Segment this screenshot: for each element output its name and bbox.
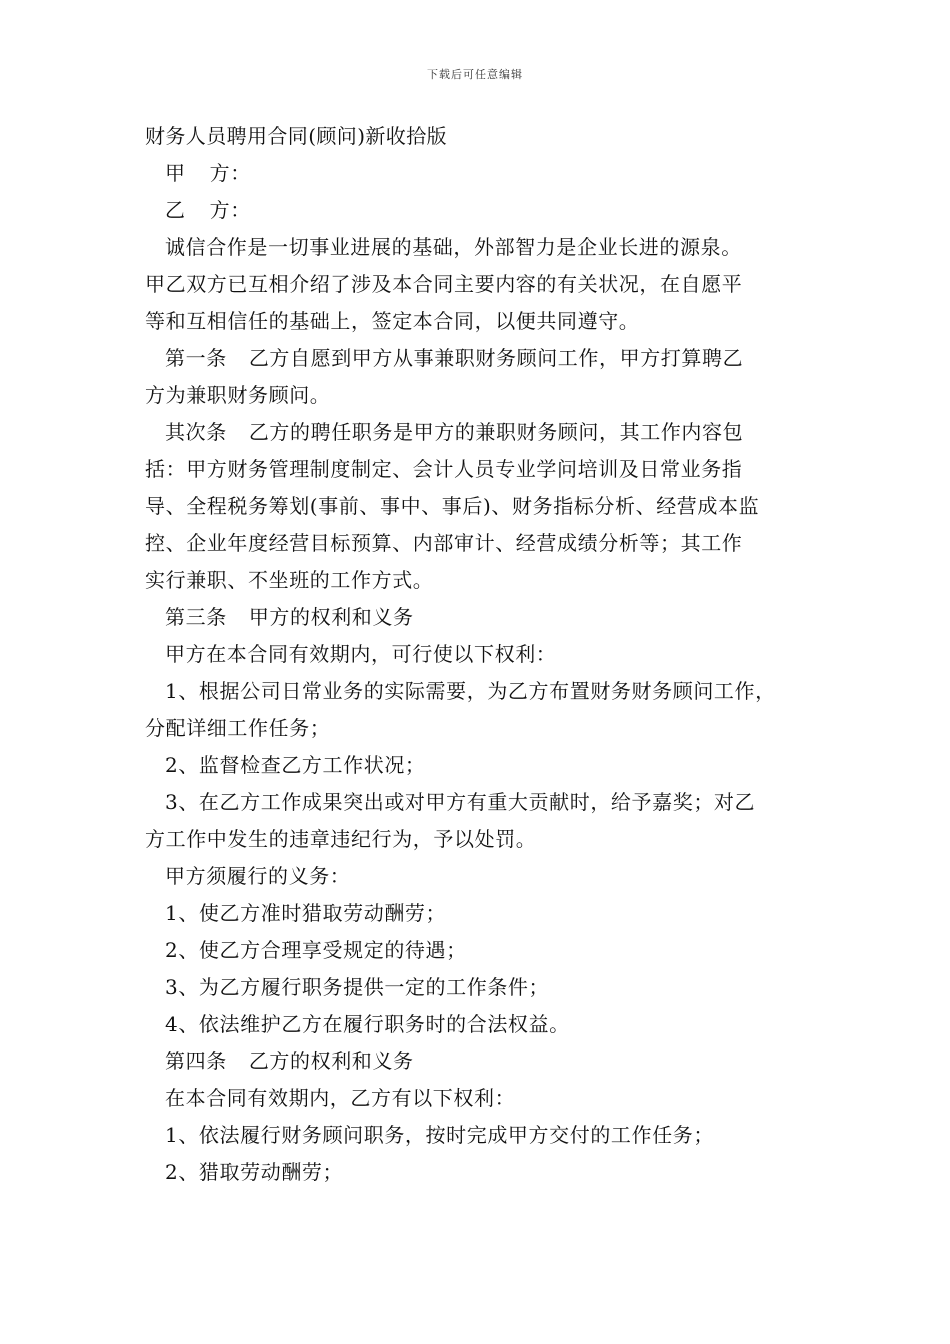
paragraph-line: 在本合同有效期内，乙方有以下权利： (165, 1086, 516, 1110)
list-item: 2、监督检查乙方工作状况； (165, 753, 426, 777)
list-item: 1、依法履行财务顾问职务，按时完成甲方交付的工作任务； (165, 1123, 714, 1147)
party-b-line (145, 192, 825, 229)
list-item: 3、在乙方工作成果突出或对甲方有重大贡献时，给予嘉奖；对乙 (165, 790, 756, 814)
article-4-number: 第四条 (165, 1049, 227, 1073)
page-header-note: 下载后可任意编辑 (427, 68, 523, 81)
paragraph-line: 甲乙双方已互相介绍了涉及本合同主要内容的有关状况，在自愿平 (145, 272, 743, 296)
paragraph-line: 方工作中发生的违章违纪行为，予以处罚。 (145, 827, 537, 851)
list-item: 4、依法维护乙方在履行职务时的合法权益。 (165, 1012, 570, 1036)
paragraph-line: 诚信合作是一切事业进展的基础，外部智力是企业长进的源泉。 (165, 235, 742, 259)
party-b-colon: 方： (209, 198, 251, 222)
paragraph-line: 导、全程税务筹划(事前、事中、事后)、财务指标分析、经营成本监 (145, 494, 760, 518)
article-1-line (145, 340, 825, 377)
paragraph-line: 括：甲方财务管理制度制定、会计人员专业学问培训及日常业务指 (145, 457, 743, 481)
document-body (145, 118, 825, 1191)
list-item: 1、根据公司日常业务的实际需要，为乙方布置财务财务顾问工作， (165, 679, 776, 703)
paragraph-line: 等和互相信任的基础上，签定本合同，以便共同遵守。 (145, 309, 640, 333)
article-2-line (145, 414, 825, 451)
list-item: 3、为乙方履行职务提供一定的工作条件； (165, 975, 550, 999)
article-4-heading (145, 1043, 825, 1080)
paragraph-line: 分配详细工作任务； (145, 716, 331, 740)
list-item: 1、使乙方准时猎取劳动酬劳； (165, 901, 447, 925)
document-title: 财务人员聘用合同(顾问)新收拾版 (145, 124, 448, 148)
paragraph-line: 实行兼职、不坐班的工作方式。 (145, 568, 434, 592)
article-4-title: 乙方的权利和义务 (248, 1049, 414, 1073)
paragraph-line: 控、企业年度经营目标预算、内部审计、经营成绩分析等；其工作 (145, 531, 743, 555)
article-3-number: 第三条 (165, 605, 227, 629)
article-2-text: 乙方的聘任职务是甲方的兼职财务顾问，其工作内容包 (248, 420, 744, 444)
paragraph-line: 方为兼职财务顾问。 (145, 383, 331, 407)
article-2-number: 其次条 (165, 420, 227, 444)
party-a-line (145, 155, 825, 192)
list-item: 2、猎取劳动酬劳； (165, 1160, 344, 1184)
party-a-colon: 方： (209, 161, 251, 185)
party-a-label: 甲 (165, 161, 186, 185)
article-3-title: 甲方的权利和义务 (248, 605, 414, 629)
article-1-number: 第一条 (165, 346, 227, 370)
list-item: 2、使乙方合理享受规定的待遇； (165, 938, 467, 962)
paragraph-line: 甲方在本合同有效期内，可行使以下权利： (165, 642, 557, 666)
party-b-label: 乙 (165, 198, 186, 222)
article-3-heading (145, 599, 825, 636)
article-1-text: 乙方自愿到甲方从事兼职财务顾问工作，甲方打算聘乙 (248, 346, 744, 370)
paragraph-line: 甲方须履行的义务： (165, 864, 351, 888)
